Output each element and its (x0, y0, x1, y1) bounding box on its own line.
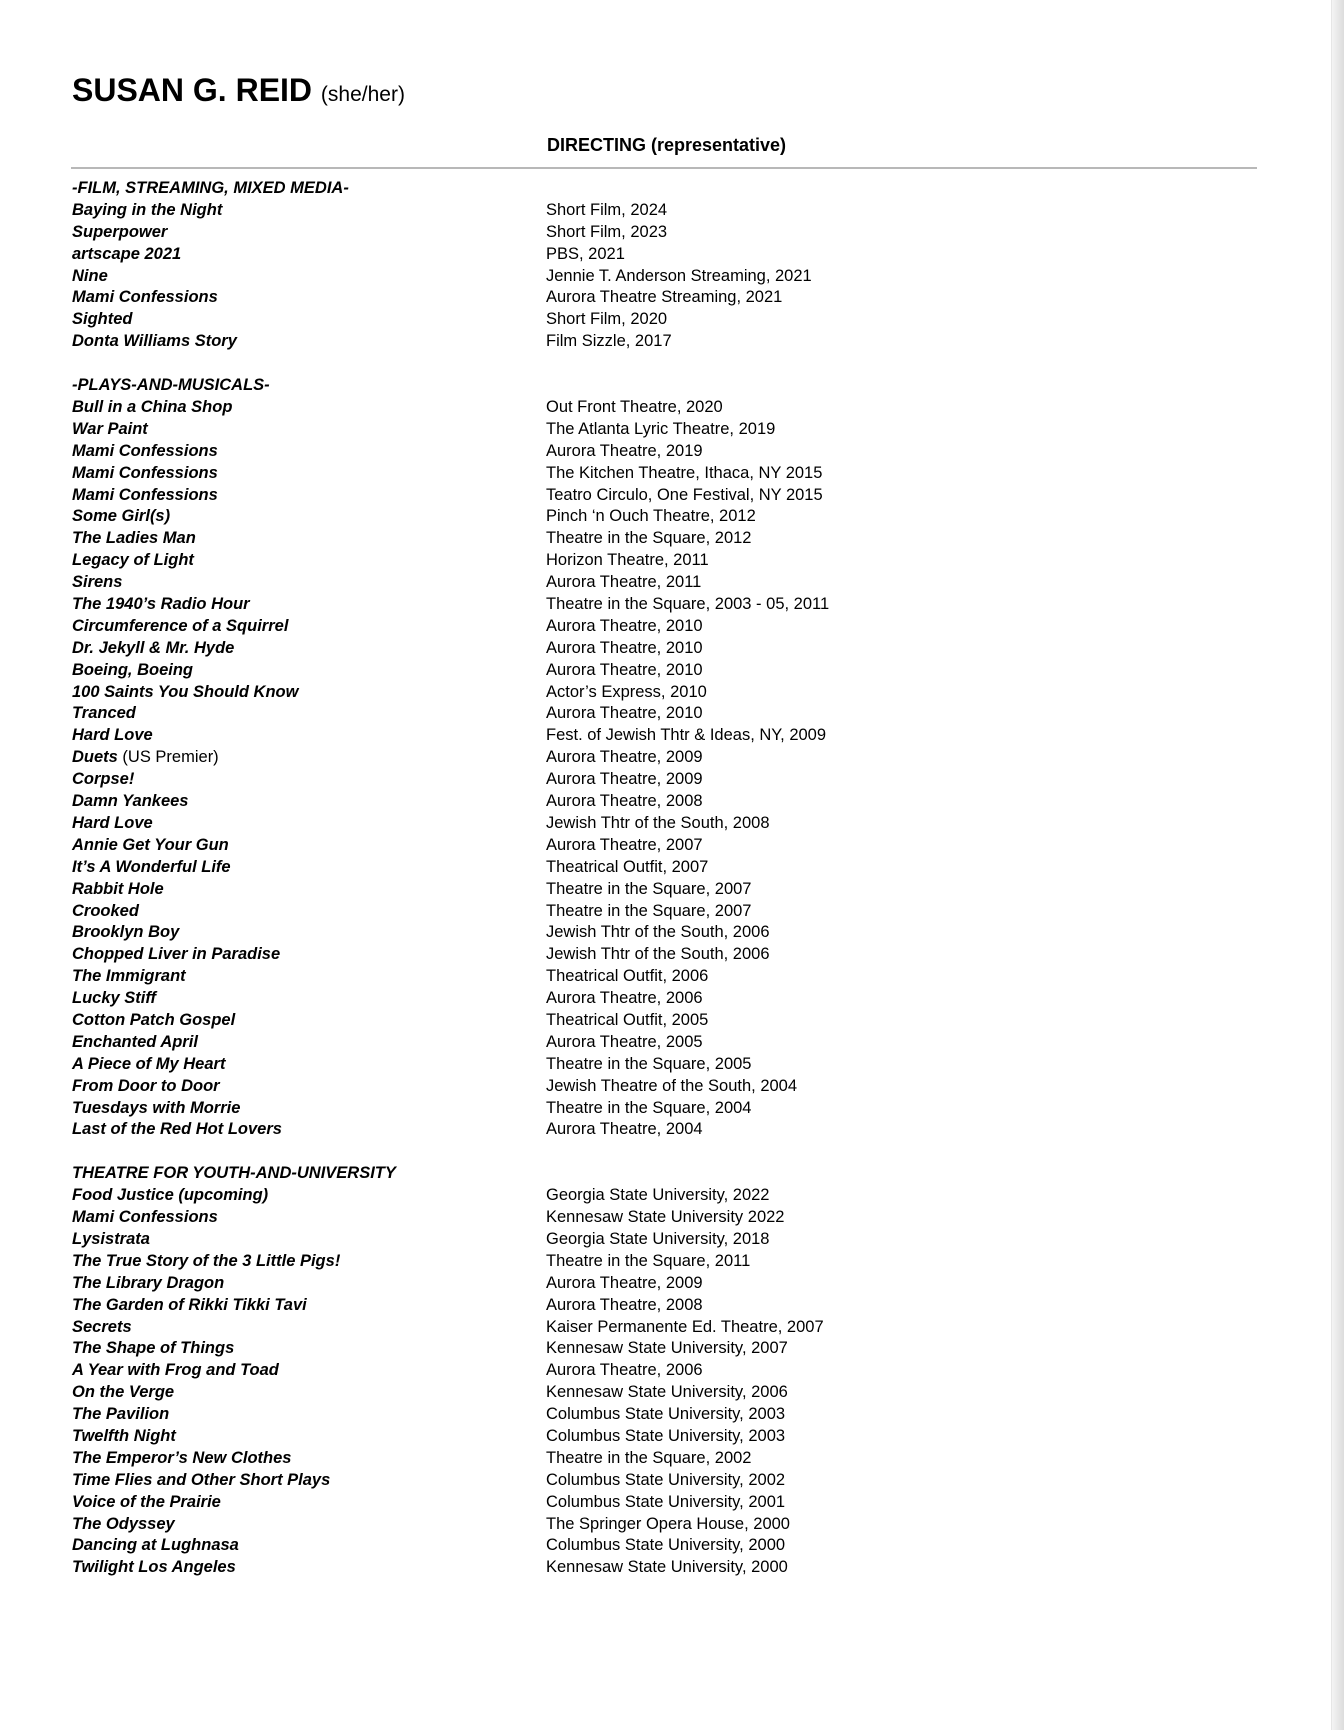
production-title: Baying in the Night (72, 200, 223, 219)
credit-row (72, 419, 1222, 441)
production-title: The Library Dragon (72, 1273, 225, 1292)
credit-row (72, 463, 1222, 485)
production-title: Some Girl(s) (72, 507, 171, 526)
production-venue: Aurora Theatre Streaming, 2021 (546, 288, 783, 307)
production-title: Legacy of Light (72, 551, 194, 570)
credit-row (72, 1470, 1222, 1492)
credit-row (72, 1229, 1222, 1251)
production-title: Time Flies and Other Short Plays (72, 1470, 331, 1489)
production-venue: Theatre in the Square, 2007 (546, 879, 752, 898)
production-title: Twilight Los Angeles (72, 1558, 236, 1577)
credit-row (72, 1251, 1222, 1273)
credit-row (72, 813, 1222, 835)
credit-row (72, 222, 1222, 244)
production-title: artscape 2021 (72, 244, 182, 263)
group-heading: THEATRE FOR YOUTH-AND-UNIVERSITY (72, 1164, 396, 1183)
credit-row (72, 244, 1222, 266)
production-venue: Aurora Theatre, 2006 (546, 989, 703, 1008)
credit-row (72, 857, 1222, 879)
credit-group (72, 375, 1222, 1141)
credit-row (72, 1557, 1222, 1579)
credit-row (72, 1448, 1222, 1470)
production-venue: Short Film, 2024 (546, 200, 668, 219)
production-venue: Actor’s Express, 2010 (546, 682, 707, 701)
production-title: The Garden of Rikki Tikki Tavi (72, 1295, 307, 1314)
credit-row (72, 769, 1222, 791)
production-title: Superpower (72, 222, 168, 241)
production-venue: Kennesaw State University, 2006 (546, 1383, 788, 1402)
credit-row (72, 1032, 1222, 1054)
production-venue: Fest. of Jewish Thtr & Ideas, NY, 2009 (546, 726, 827, 745)
credit-row (72, 944, 1222, 966)
credit-row (72, 1382, 1222, 1404)
credit-row (72, 1098, 1222, 1120)
production-title: Mami Confessions (72, 485, 218, 504)
production-title: It’s A Wonderful Life (72, 857, 231, 876)
production-note: (US Premier) (117, 748, 219, 767)
production-title: Dancing at Lughnasa (72, 1536, 239, 1555)
production-venue: Aurora Theatre, 2009 (546, 770, 703, 789)
production-title: Duets (72, 748, 118, 767)
production-title: Mami Confessions (72, 288, 218, 307)
credit-row (72, 1317, 1222, 1339)
production-venue: Aurora Theatre, 2009 (546, 1273, 703, 1292)
production-venue: Aurora Theatre, 2006 (546, 1361, 703, 1380)
production-title: Hard Love (72, 726, 153, 745)
production-venue: Jewish Thtr of the South, 2008 (546, 813, 770, 832)
section-divider (71, 167, 1257, 169)
production-title: Chopped Liver in Paradise (72, 945, 281, 964)
credit-group (72, 178, 1222, 353)
page-edge (1331, 0, 1344, 1730)
production-venue: Aurora Theatre, 2010 (546, 638, 703, 657)
production-venue: Jennie T. Anderson Streaming, 2021 (546, 266, 812, 285)
credit-row (72, 287, 1222, 309)
production-venue: Theatre in the Square, 2003 - 05, 2011 (546, 595, 830, 614)
production-title: Mami Confessions (72, 1208, 218, 1227)
production-venue: Jewish Thtr of the South, 2006 (546, 923, 770, 942)
credit-row (72, 1514, 1222, 1536)
credit-row (72, 1185, 1222, 1207)
production-title: The Odyssey (72, 1514, 175, 1533)
group-heading: -FILM, STREAMING, MIXED MEDIA- (72, 179, 349, 197)
production-venue: Aurora Theatre, 2004 (546, 1120, 703, 1139)
production-venue: Jewish Thtr of the South, 2006 (546, 945, 770, 964)
production-venue: Kaiser Permanente Ed. Theatre, 2007 (546, 1317, 824, 1336)
production-venue: Aurora Theatre, 2019 (546, 441, 703, 460)
production-title: The Shape of Things (72, 1339, 235, 1358)
credit-row (72, 528, 1222, 550)
production-title: Annie Get Your Gun (72, 835, 229, 854)
production-venue: Jewish Theatre of the South, 2004 (546, 1076, 798, 1095)
production-venue: Theatre in the Square, 2012 (546, 529, 752, 548)
credit-row (72, 441, 1222, 463)
production-title: From Door to Door (72, 1076, 220, 1095)
production-title: Rabbit Hole (72, 879, 164, 898)
production-title: Cotton Patch Gospel (72, 1010, 236, 1029)
production-venue: Columbus State University, 2003 (546, 1405, 786, 1424)
production-venue: Theatre in the Square, 2007 (546, 901, 752, 920)
production-title: Tranced (72, 704, 136, 723)
production-venue: Aurora Theatre, 2010 (546, 704, 703, 723)
production-title: A Piece of My Heart (72, 1054, 226, 1073)
production-title: The True Story of the 3 Little Pigs! (72, 1251, 341, 1270)
production-title: Brooklyn Boy (72, 923, 180, 942)
production-venue: Theatre in the Square, 2004 (546, 1098, 752, 1117)
credit-row (72, 791, 1222, 813)
production-title: War Paint (72, 419, 148, 438)
production-title: Circumference of a Squirrel (72, 616, 289, 635)
credit-row (72, 1054, 1222, 1076)
production-title: Crooked (72, 901, 139, 920)
credit-row (72, 1010, 1222, 1032)
production-title: Corpse! (72, 770, 135, 789)
credit-row (72, 703, 1222, 725)
production-venue: Short Film, 2020 (546, 310, 668, 329)
production-title: The Pavilion (72, 1405, 170, 1424)
credit-row (72, 550, 1222, 572)
credit-row (72, 1426, 1222, 1448)
production-venue: The Atlanta Lyric Theatre, 2019 (546, 419, 776, 438)
credit-row (72, 309, 1222, 331)
production-venue: Georgia State University, 2018 (546, 1229, 770, 1248)
production-title: The Ladies Man (72, 529, 196, 548)
production-venue: Theatre in the Square, 2011 (546, 1251, 751, 1270)
production-venue: Theatre in the Square, 2005 (546, 1054, 752, 1073)
production-venue: Columbus State University, 2000 (546, 1536, 786, 1555)
credit-row (72, 966, 1222, 988)
credit-row (72, 988, 1222, 1010)
production-venue: The Springer Opera House, 2000 (546, 1514, 790, 1533)
credit-row (72, 747, 1222, 769)
credit-row (72, 660, 1222, 682)
credit-row (72, 1295, 1222, 1317)
production-venue: Teatro Circulo, One Festival, NY 2015 (546, 485, 823, 504)
credit-row (72, 725, 1222, 747)
credit-row (72, 1338, 1222, 1360)
group-heading: -PLAYS-AND-MUSICALS- (72, 376, 270, 395)
credit-row (72, 1076, 1222, 1098)
production-venue: Kennesaw State University, 2007 (546, 1339, 788, 1358)
production-venue: Film Sizzle, 2017 (546, 332, 672, 351)
credit-row (72, 331, 1222, 353)
production-title: Donta Williams Story (72, 332, 237, 351)
credit-row (72, 397, 1222, 419)
production-title: Sighted (72, 310, 133, 329)
credit-row (72, 1535, 1222, 1557)
credits-list (72, 178, 1222, 1601)
credit-row (72, 485, 1222, 507)
production-venue: Aurora Theatre, 2010 (546, 616, 703, 635)
credit-row (72, 879, 1222, 901)
production-venue: Theatrical Outfit, 2007 (546, 857, 709, 876)
production-title: 100 Saints You Should Know (72, 682, 299, 701)
production-venue: The Kitchen Theatre, Ithaca, NY 2015 (546, 463, 823, 482)
production-venue: Theatre in the Square, 2002 (546, 1448, 752, 1467)
credit-row (72, 638, 1222, 660)
production-venue: Kennesaw State University 2022 (546, 1208, 785, 1227)
production-title: Secrets (72, 1317, 132, 1336)
production-venue: Pinch ‘n Ouch Theatre, 2012 (546, 507, 756, 526)
production-title: Tuesdays with Morrie (72, 1098, 241, 1117)
production-title: Voice of the Prairie (72, 1492, 221, 1511)
production-title: Lucky Stiff (72, 989, 157, 1008)
production-title: Bull in a China Shop (72, 398, 233, 417)
production-title: Twelfth Night (72, 1426, 176, 1445)
production-title: Boeing, Boeing (72, 660, 193, 679)
production-title: A Year with Frog and Toad (72, 1361, 279, 1380)
credit-row (72, 616, 1222, 638)
production-title: Mami Confessions (72, 441, 218, 460)
production-title: Sirens (72, 573, 123, 592)
production-venue: Aurora Theatre, 2009 (546, 748, 703, 767)
credit-row (72, 200, 1222, 222)
name-text: SUSAN G. REID (72, 72, 313, 108)
credit-row (72, 835, 1222, 857)
production-title: Nine (72, 266, 108, 285)
production-title: Last of the Red Hot Lovers (72, 1120, 282, 1139)
credit-row (72, 1492, 1222, 1514)
credit-group (72, 1163, 1222, 1579)
production-title: Lysistrata (72, 1229, 150, 1248)
production-title: Dr. Jekyll & Mr. Hyde (72, 638, 235, 657)
credit-row (72, 1207, 1222, 1229)
production-title: Enchanted April (72, 1032, 198, 1051)
production-venue: Columbus State University, 2003 (546, 1426, 786, 1445)
credit-row (72, 1404, 1222, 1426)
production-title: The 1940’s Radio Hour (72, 595, 250, 614)
production-venue: Aurora Theatre, 2007 (546, 835, 703, 854)
production-venue: Short Film, 2023 (546, 222, 668, 241)
production-venue: Theatrical Outfit, 2006 (546, 967, 709, 986)
credit-row (72, 1119, 1222, 1141)
credit-row (72, 572, 1222, 594)
production-title: Damn Yankees (72, 792, 189, 811)
pronouns: (she/her) (320, 83, 405, 106)
credit-row (72, 594, 1222, 616)
production-venue: Aurora Theatre, 2011 (546, 573, 702, 592)
production-title: Food Justice (upcoming) (72, 1186, 269, 1205)
production-venue: Aurora Theatre, 2008 (546, 1295, 703, 1314)
credit-row (72, 922, 1222, 944)
credit-row (72, 901, 1222, 923)
production-venue: Columbus State University, 2001 (546, 1492, 786, 1511)
production-venue: Aurora Theatre, 2008 (546, 792, 703, 811)
production-title: The Emperor’s New Clothes (72, 1448, 292, 1467)
production-venue: Georgia State University, 2022 (546, 1186, 770, 1205)
credit-row (72, 1360, 1222, 1382)
production-title: The Immigrant (72, 967, 186, 986)
resume-name (72, 70, 405, 115)
production-title: On the Verge (72, 1383, 175, 1402)
credit-row (72, 266, 1222, 288)
credit-row (72, 506, 1222, 528)
production-venue: Out Front Theatre, 2020 (546, 398, 723, 417)
production-venue: Aurora Theatre, 2005 (546, 1032, 703, 1051)
section-title: DIRECTING (representative) (547, 135, 787, 155)
production-venue: PBS, 2021 (546, 244, 625, 263)
production-venue: Columbus State University, 2002 (546, 1470, 786, 1489)
production-venue: Horizon Theatre, 2011 (546, 551, 709, 570)
production-venue: Aurora Theatre, 2010 (546, 660, 703, 679)
production-title: Mami Confessions (72, 463, 218, 482)
production-title: Hard Love (72, 813, 153, 832)
production-venue: Kennesaw State University, 2000 (546, 1558, 788, 1577)
production-venue: Theatrical Outfit, 2005 (546, 1010, 709, 1029)
credit-row (72, 1273, 1222, 1295)
credit-row (72, 682, 1222, 704)
